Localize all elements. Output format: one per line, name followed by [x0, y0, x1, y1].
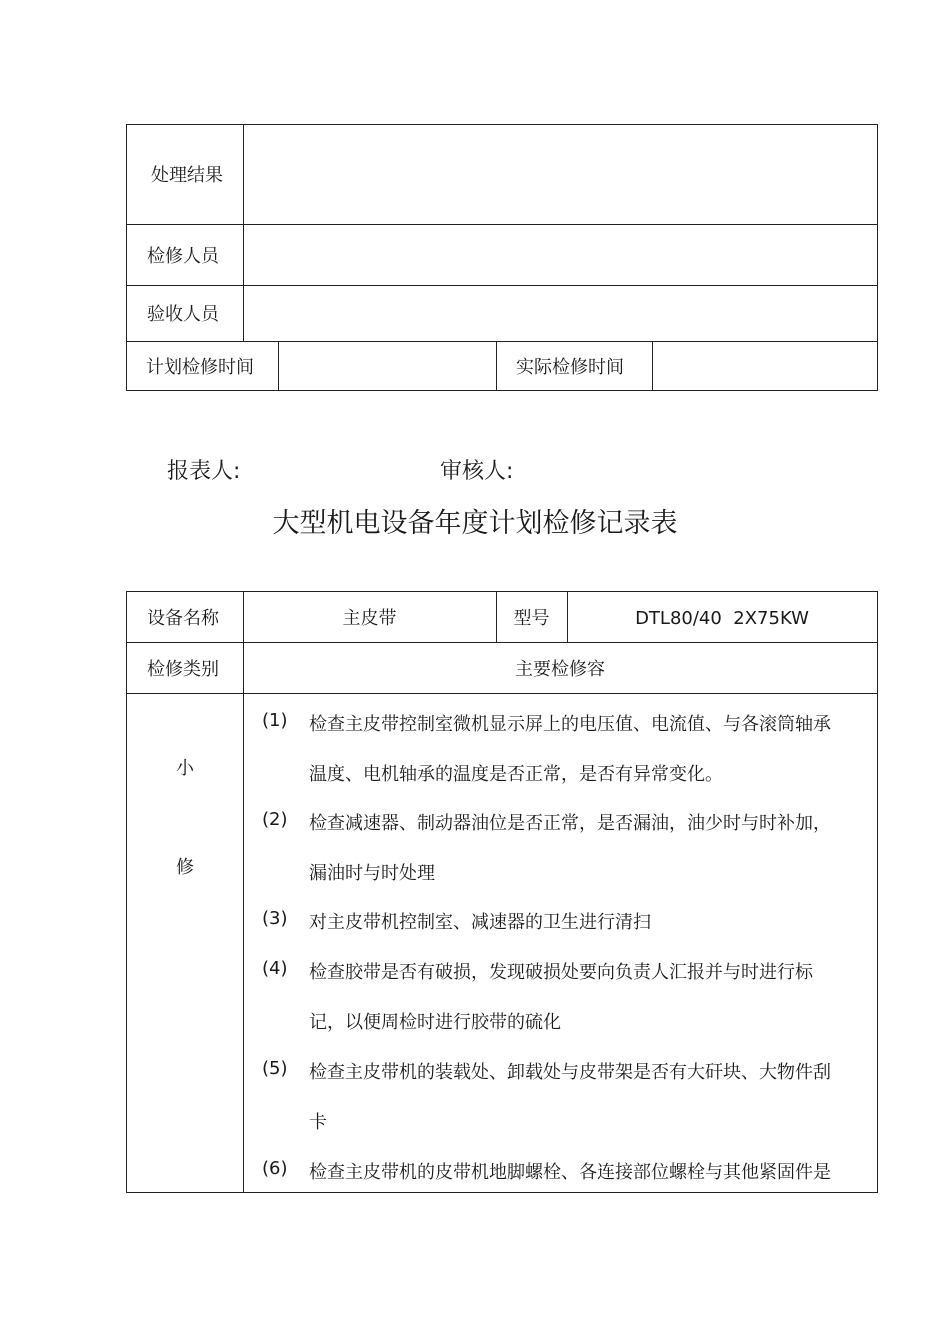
item-number: (2) — [262, 809, 288, 830]
acceptor-label: 验收人员 — [147, 304, 219, 325]
item-number: (1) — [262, 710, 288, 731]
model-value: DTL80/40 2X75KW — [635, 608, 809, 629]
item-number: (3) — [262, 908, 288, 929]
item-text: 对主皮带机控制室、减速器的卫生进行清扫 — [309, 912, 651, 933]
item-text: 漏油时与时处理 — [309, 863, 435, 884]
model-label: 型号 — [513, 608, 550, 629]
category-label: 检修类别 — [147, 659, 219, 680]
reviewer-label: 审核人: — [440, 459, 514, 484]
equipment-name-value: 主皮带 — [342, 608, 397, 629]
item-number: (5) — [262, 1058, 288, 1079]
item-number: (4) — [262, 958, 288, 979]
item-text: 温度、电机轴承的温度是否正常，是否有异常变化。 — [309, 764, 723, 785]
item-text: 卡 — [309, 1112, 327, 1133]
repairer-label: 检修人员 — [147, 246, 219, 267]
item-text: 检查胶带是否有破损，发现破损处要向负责人汇报并与时进行标 — [309, 962, 813, 983]
content-header: 主要检修容 — [515, 659, 605, 680]
item-text: 检查主皮带控制室微机显示屏上的电压值、电流值、与各滚筒轴承 — [309, 714, 831, 735]
actual-time-label: 实际检修时间 — [516, 357, 624, 378]
reporter-label: 报表人: — [167, 459, 241, 484]
item-text: 记，以便周检时进行胶带的硫化 — [309, 1012, 561, 1033]
item-text: 检查主皮带机的装载处、卸载处与皮带架是否有大矸块、大物件刮 — [309, 1062, 831, 1083]
item-text: 检查主皮带机的皮带机地脚螺栓、各连接部位螺栓与其他紧固件是 — [309, 1162, 831, 1183]
page-title: 大型机电设备年度计划检修记录表 — [272, 508, 678, 539]
planned-time-label: 计划检修时间 — [146, 357, 254, 378]
result-label: 处理结果 — [151, 165, 223, 186]
item-text: 检查减速器、制动器油位是否正常，是否漏油，油少时与时补加， — [309, 813, 831, 834]
item-number: (6) — [262, 1158, 288, 1179]
equipment-name-label: 设备名称 — [147, 608, 219, 629]
minor-label-1: 小 — [176, 758, 194, 779]
minor-label-2: 修 — [176, 857, 194, 878]
